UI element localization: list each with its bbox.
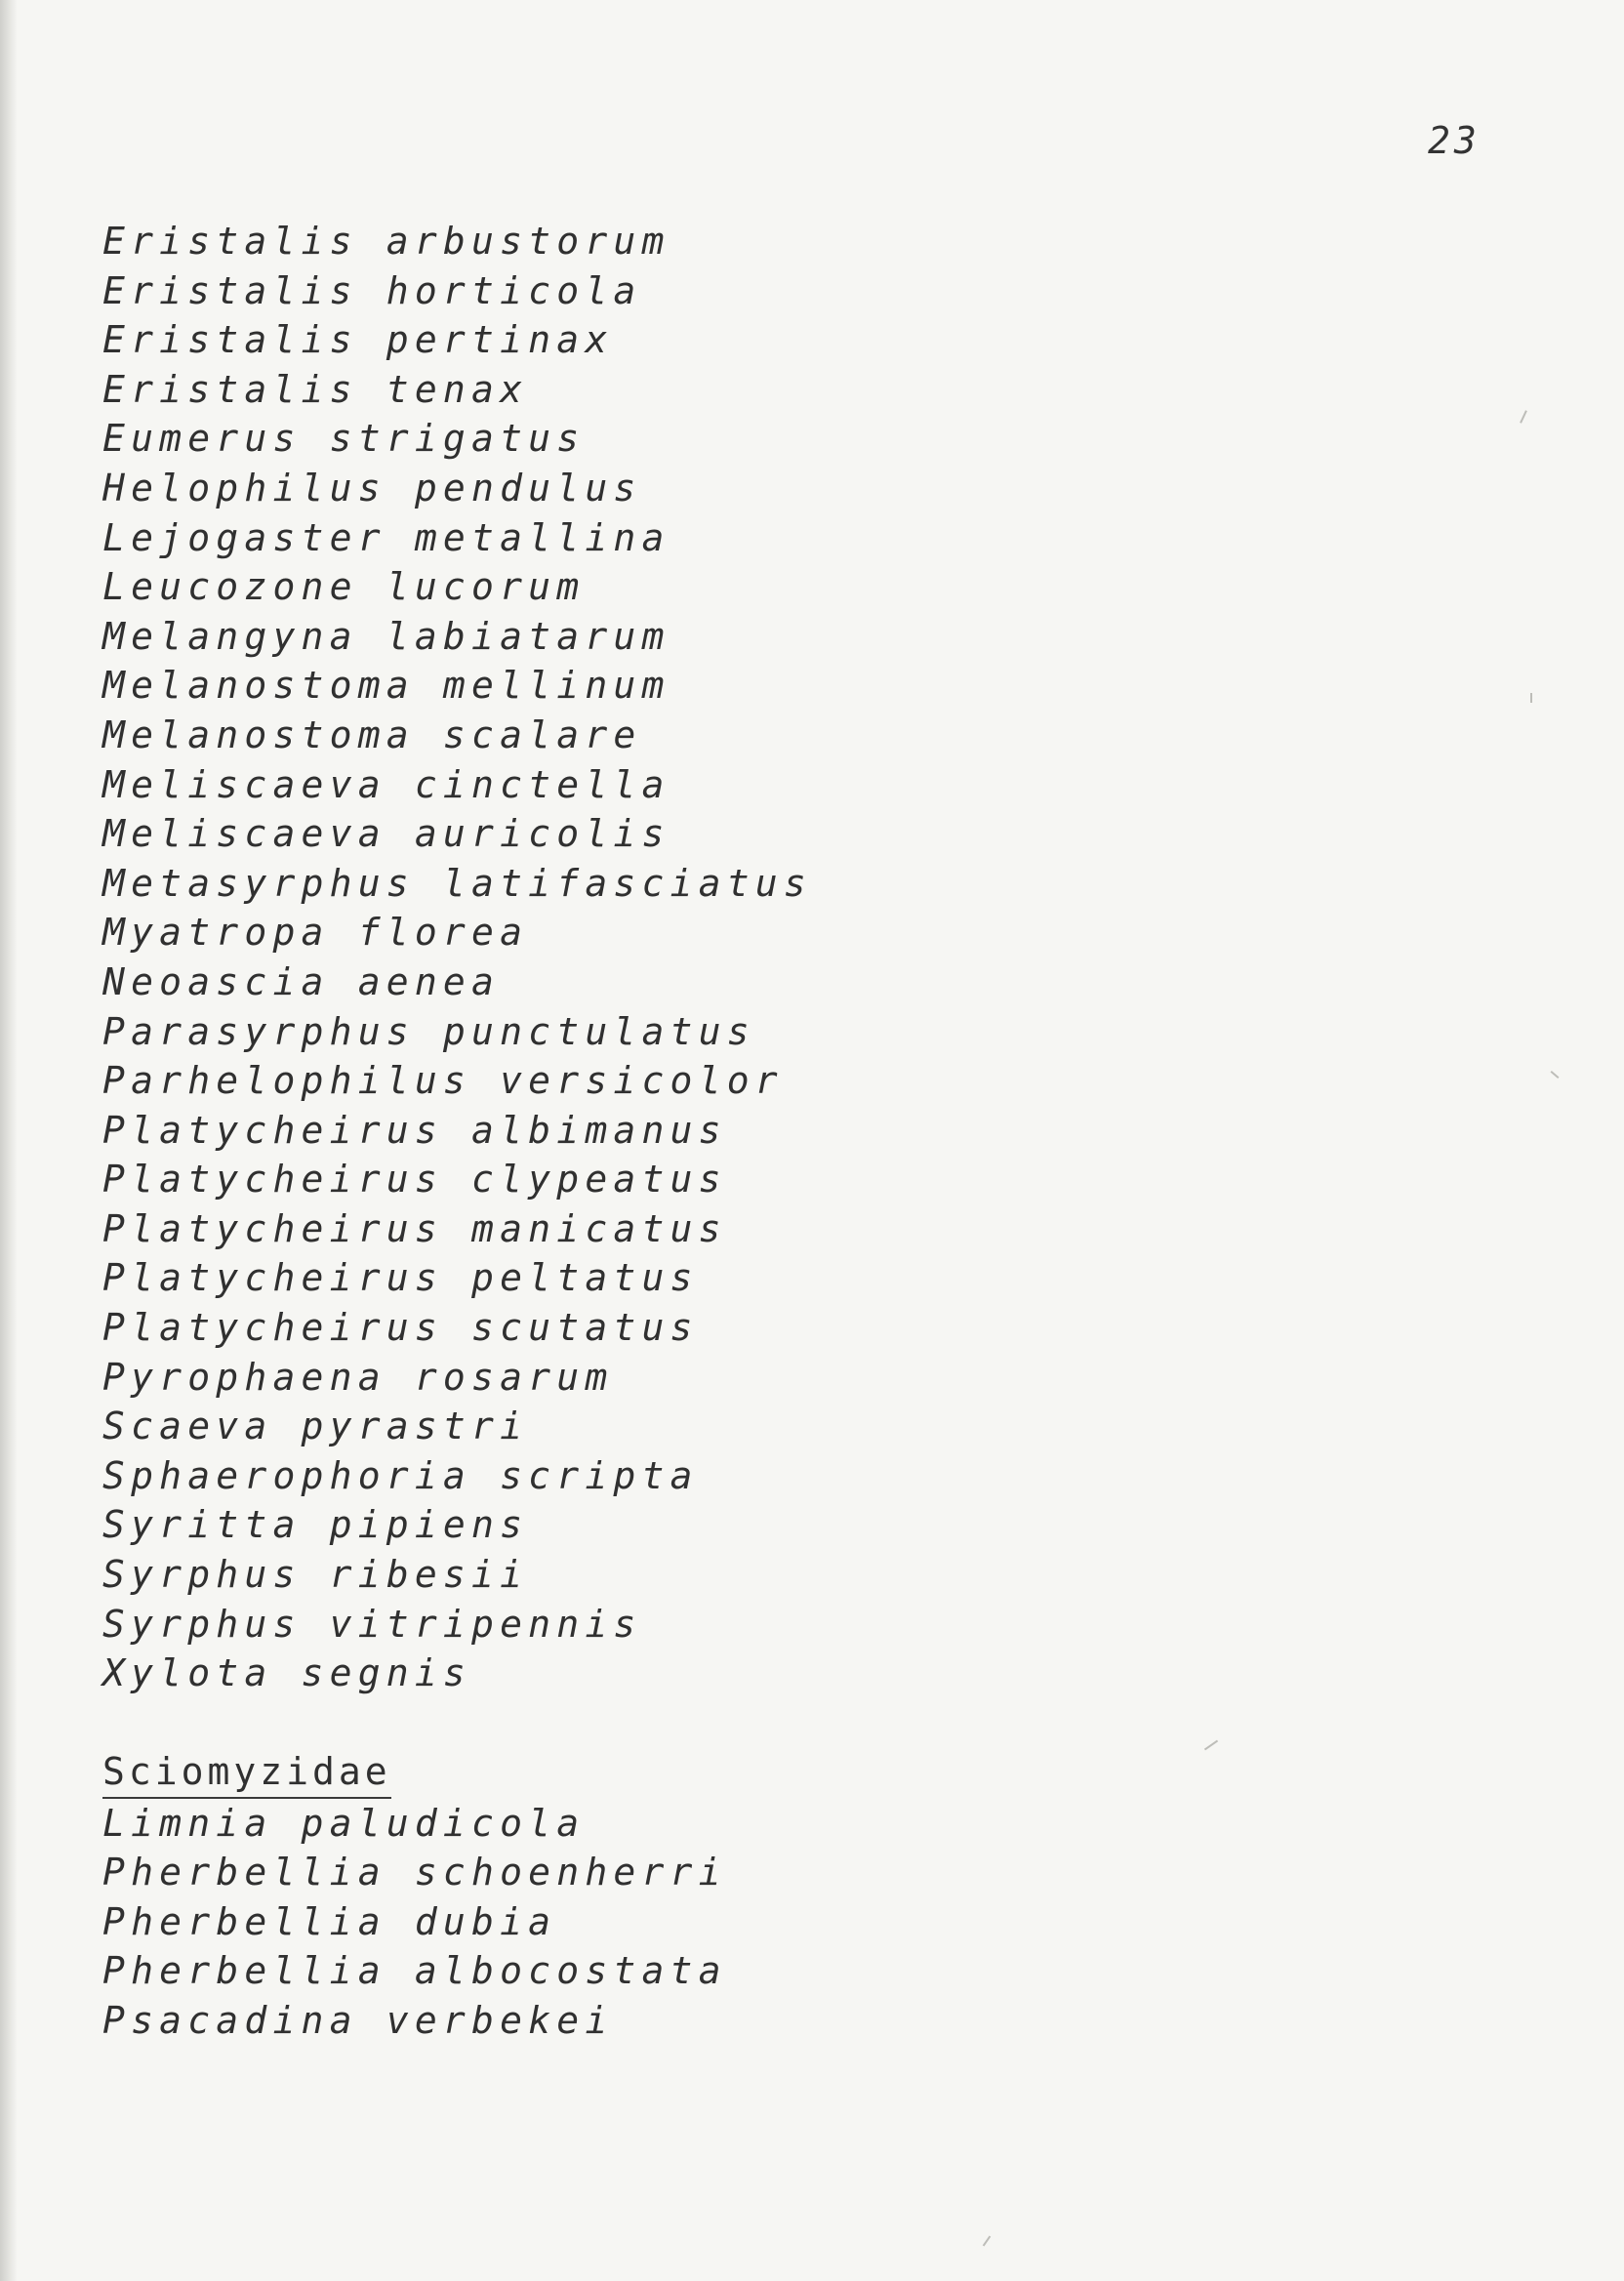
list-item: Parasyrphus punctulatus [102, 1009, 755, 1053]
list-item: Eristalis horticola [102, 268, 642, 312]
list-item: Limnia paludicola [102, 1801, 586, 1845]
list-item: Platycheirus manicatus [102, 1206, 727, 1250]
list-item: Eumerus strigatus [102, 417, 586, 461]
scan-speck [1530, 693, 1532, 703]
list-item: Eristalis pertinax [102, 318, 614, 362]
list-item: Pherbellia dubia [102, 1899, 557, 1943]
list-item: Pherbellia schoenherri [102, 1851, 727, 1894]
list-item: Meliscaeva auricolis [102, 812, 670, 856]
list-item: Pherbellia albocostata [102, 1949, 727, 1993]
list-item: Melanostoma mellinum [102, 664, 670, 708]
list-item: Leucozone lucorum [102, 565, 586, 609]
list-item: Platycheirus peltatus [102, 1256, 699, 1300]
list-item: Helophilus pendulus [102, 466, 642, 509]
sciomyzidae-section [102, 1747, 727, 2046]
list-item: Parhelophilus versicolor [102, 1059, 784, 1103]
list-item: Platycheirus albimanus [102, 1108, 727, 1152]
list-item: Neoascia aenea [102, 959, 501, 1003]
list-item: Pyrophaena rosarum [102, 1355, 614, 1399]
list-item: Platycheirus scutatus [102, 1306, 699, 1350]
list-item: Metasyrphus latifasciatus [102, 861, 812, 905]
list-item: Lejogaster metallina [102, 515, 670, 559]
scan-edge-shadow [0, 0, 18, 2281]
list-item: Syrphus ribesii [102, 1553, 529, 1597]
scan-speck [1204, 1740, 1218, 1751]
list-item: Syrphus vitripennis [102, 1602, 642, 1646]
scan-speck [1551, 1071, 1560, 1079]
list-item: Sphaerophoria scripta [102, 1453, 699, 1497]
list-item: Eristalis tenax [102, 367, 529, 411]
list-item: Melangyna labiatarum [102, 614, 670, 658]
family-heading: Sciomyzidae [102, 1747, 391, 1799]
list-item: Platycheirus clypeatus [102, 1158, 727, 1202]
scan-speck [1520, 410, 1527, 424]
species-list [102, 217, 812, 1698]
list-item: Scaeva pyrastri [102, 1405, 529, 1448]
list-item: Syritta pipiens [102, 1503, 529, 1547]
page-number: 23 [1428, 119, 1481, 162]
list-item: Xylota segnis [102, 1651, 472, 1695]
scan-speck [983, 2236, 992, 2247]
list-item: Meliscaeva cinctella [102, 762, 670, 806]
list-item: Psacadina verbekei [102, 1998, 614, 2042]
list-item: Melanostoma scalare [102, 713, 642, 756]
list-item: Eristalis arbustorum [102, 220, 670, 263]
list-item: Myatropa florea [102, 911, 529, 955]
sciomyzidae-species-list [102, 1799, 727, 2046]
